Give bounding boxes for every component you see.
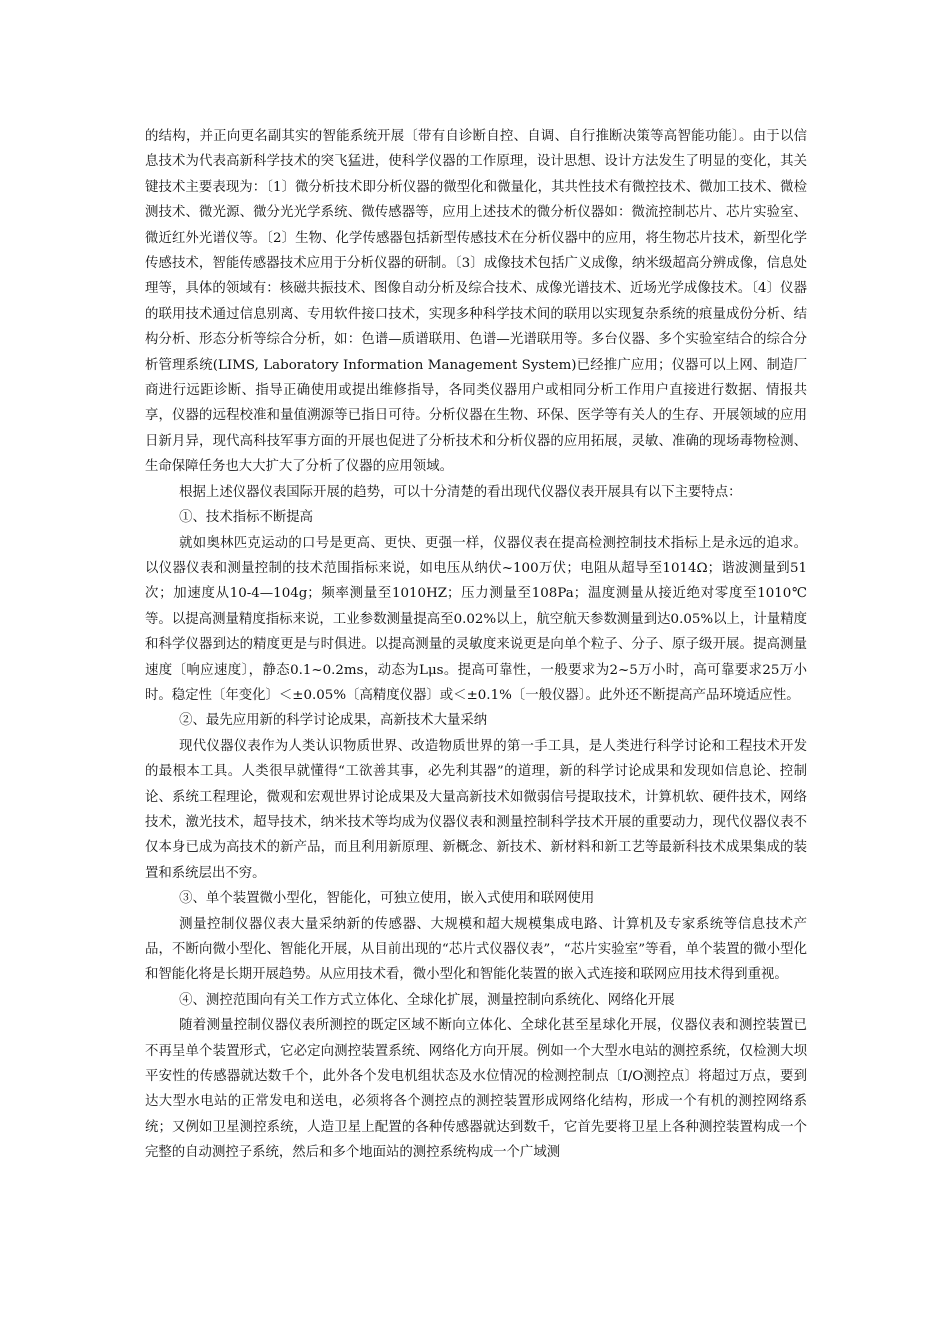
section-heading: ③、单个装置微小型化，智能化，可独立使用，嵌入式使用和联网使用	[179, 891, 595, 907]
body-paragraph: 测量控制仪器仪表大量采纳新的传感器、大规模和超大规模集成电路、计算机及专家系统等信息技术产品，不断向微小型化、智能化开展，从目前出现的“芯片式仪器仪表”，“芯片实验室”等看，单个装置的微小型化和智能化将是长期开展趋势。从应用技术看，微小型化和智能化装置的嵌入式连接和联网应用技术得到重视。	[145, 916, 807, 983]
body-paragraph: 就如奥林匹克运动的口号是更高、更快、更强一样，仪器仪表在提高检测控制技术指标上是永远的追求。以仪器仪表和测量控制的技术范围指标来说，如电压从纳伏~100万伏；电阻从超导至1014Ω；谐波测量到51次；加速度从10-4—104g；频率测量至1010HZ；压力测量至108Pa；温度测量从接近绝对零度至1010℃等。以提高测量精度指标来说，工业参数测量提高至0.02%以上，航空航天参数测量到达0.05%以上，计量精度和科学仪器到达的精度更是与时俱进。以提高测量的灵敏度来说更是向单个粒子、分子、原子级开展。提高测量速度〔响应速度〕，静态0.1~0.2ms，动态为Lμs。提高可靠性，一般要求为2~5万小时，高可靠要求25万小时。稳定性〔年变化〕＜±0.05%〔高精度仪器〕或＜±0.1%〔一般仪器〕。此外还不断提高产品环境适应性。	[145, 535, 807, 703]
section-heading: ①、技术指标不断提高	[179, 510, 314, 526]
section-heading: ②、最先应用新的科学讨论成果，高新技术大量采纳	[179, 713, 488, 729]
section-heading: ④、测控范围向有关工作方式立体化、全球化扩展，测量控制向系统化、网络化开展	[179, 992, 675, 1008]
body-paragraph: 随着测量控制仪器仪表所测控的既定区域不断向立体化、全球化甚至星球化开展，仪器仪表和测控装置已不再呈单个装置形式，它必定向测控装置系统、网络化方向开展。例如一个大型水电站的测控系统，仅检测大坝平安性的传感器就达数千个，此外各个发电机组状态及水位情况的检测控制点〔I/O测控点〕将超过万点，要到达大型水电站的正常发电和送电，必须将各个测控点的测控装置形成网络化结构，形成一个有机的测控网络系统；又例如卫星测控系统，人造卫星上配置的各种传感器就达到数千，它首先要将卫星上各种测控装置构成一个完整的自动测控子系统，然后和多个地面站的测控系统构成一个广域测	[145, 1018, 807, 1161]
body-paragraph: 根据上述仪器仪表国际开展的趋势，可以十分清楚的看出现代仪器仪表开展具有以下主要特点：	[179, 484, 742, 500]
body-paragraph: 的结构，并正向更名副其实的智能系统开展〔带有自诊断自控、自调、自行推断决策等高智能功能〕。由于以信息技术为代表高新科学技术的突飞猛进，使科学仪器的工作原理，设计思想、设计方法发生了明显的变化，其关键技术主要表现为：〔1〕微分析技术即分析仪器的微型化和微量化，其共性技术有微控技术、微加工技术、微检测技术、微光源、微分光光学系统、微传感器等，应用上述技术的微分析仪器如：微流控制芯片、芯片实验室、微近红外光谱仪等。〔2〕生物、化学传感器包括新型传感技术在分析仪器中的应用，将生物芯片技术，新型化学传感技术，智能传感器技术应用于分析仪器的研制。〔3〕成像技术包括广义成像，纳米级超高分辨成像，信息处理等，具体的领域有：核磁共振技术、图像自动分析及综合技术、成像光谱技术、近场光学成像技术。〔4〕仪器的联用技术通过信息别离、专用软件接口技术，实现多种科学技术间的联用以实现复杂系统的痕量成份分析、结构分析、形态分析等综合分析，如：色谱—质谱联用、色谱—光谱联用等。多台仪器、多个实验室结合的综合分析管理系统(LIMS, Laboratory Information Management System)已经推广应用；仪器可以上网、制造厂商进行远距诊断、指导正确使用或提出维修指导，各同类仪器用户或相同分析工作用户直接进行数据、情报共享，仪器的远程校准和量值溯源等已指日可待。分析仪器在生物、环保、医学等有关人的生存、开展领域的应用日新月异，现代高科技军事方面的开展也促进了分析技术和分析仪器的应用拓展，灵敏、准确的现场毒物检测、生命保障任务也大大扩大了分析了仪器的应用领域。	[145, 129, 807, 475]
body-paragraph: 现代仪器仪表作为人类认识物质世界、改造物质世界的第一手工具，是人类进行科学讨论和工程技术开发的最根本工具。人类很早就懂得“工欲善其事，必先利其器”的道理，新的科学讨论成果和发现如信息论、控制论、系统工程理论，微观和宏观世界讨论成果及大量高新技术如微弱信号提取技术，计算机软、硬件技术，网络技术，激光技术，超导技术，纳米技术等均成为仪器仪表和测量控制科学技术开展的重要动力，现代仪器仪表不仅本身已成为高技术的新产品，而且利用新原理、新概念、新技术、新材料和新工艺等最新科技术成果集成的装置和系统层出不穷。	[145, 738, 807, 881]
document-body	[145, 124, 807, 1166]
